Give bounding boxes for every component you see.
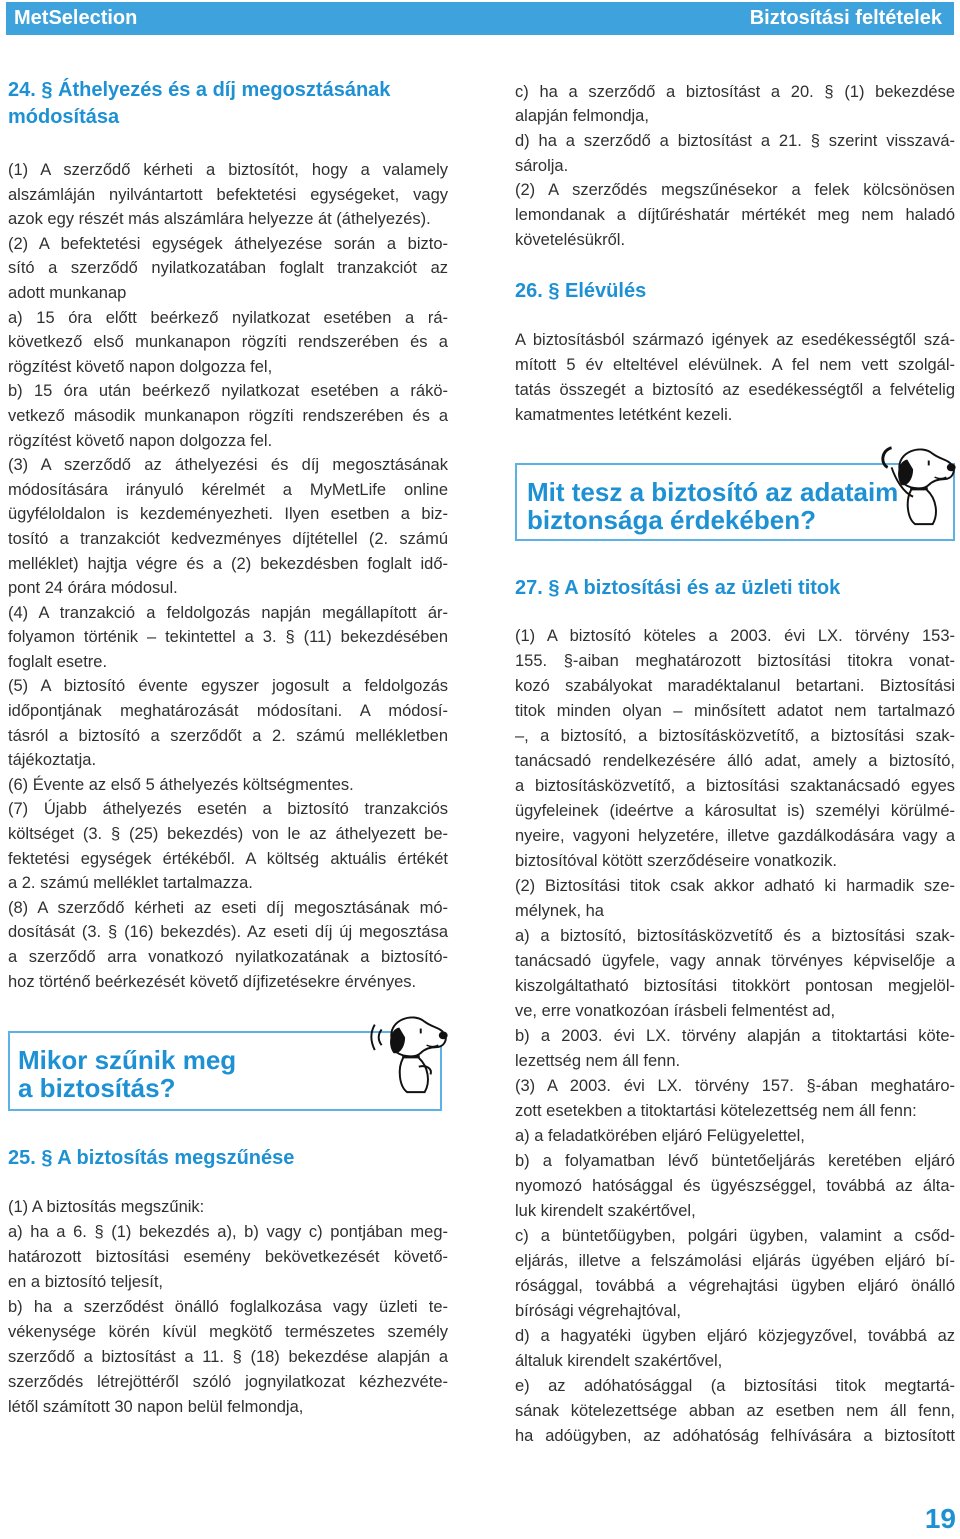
text-line: fektetési egységek értékéből. A költség aktuális értékét	[8, 849, 448, 868]
paragraph	[8, 896, 448, 994]
callout-line: Mikor szűnik meg	[18, 1045, 237, 1075]
text-line: b) a folyamatban lévő büntetőeljárás keretében eljáró	[515, 1151, 955, 1170]
text-line: 155. §-aiban meghatározott biztosítási titokra vonat-	[515, 651, 955, 670]
text-line: e) az adóhatósággal (a biztosítási titok megtartá-	[515, 1376, 955, 1395]
text-line: melléklet) hajtja végre és a (2) bekezdésben foglalt idő-	[8, 554, 448, 573]
page-number: 19	[924, 1503, 956, 1534]
paragraph	[515, 178, 955, 252]
paragraph	[515, 1324, 955, 1374]
section-24-body	[8, 158, 448, 994]
paragraph	[515, 1149, 955, 1224]
text-line: (1) A szerződő kérheti a biztosítót, hogy a valamely	[8, 161, 448, 179]
heading-line: 26. § Elévülés	[515, 280, 647, 302]
section-25-continued-body	[515, 80, 955, 253]
text-line: d) ha a szerződő a biztosítást a 21. § szerint visszavá-	[515, 132, 955, 150]
text-line: kamatmentes letétként kezeli.	[515, 405, 733, 424]
paragraph	[8, 674, 448, 772]
text-line: kozó szabályokat maradéktalanul betartani. Biztosítási	[515, 676, 955, 695]
text-line: hoz történő beérkezését követő díjfizetésekre érvényes.	[8, 972, 417, 991]
paragraph	[515, 1374, 955, 1449]
text-line: a) ha a 6. § (1) bekezdés a), b) vagy c) pontjában meg-	[8, 1222, 448, 1241]
paragraph	[8, 306, 448, 380]
text-line: (3) A szerződő az áthelyezési és díj megosztásának	[8, 456, 448, 475]
text-line: a 2. számú melléklet tartalmazza.	[8, 874, 253, 893]
text-line: tatás összegét a biztosító az esedékességtől a felvételig	[515, 380, 955, 399]
text-line: titok minden olyan – minősített adatot nem tartalmazó	[515, 701, 955, 720]
text-line: rögzítést követő napon dolgozza fel.	[8, 431, 273, 450]
text-line: a szerződő arra vonatkozó nyilatkozatának a biztosító-	[8, 948, 448, 966]
text-line: szerződő a biztosítást a 11. § (18) bekezdése alapján a	[8, 1347, 448, 1366]
paragraph	[515, 1074, 955, 1124]
paragraph	[515, 1224, 955, 1324]
text-line: határozott biztosítási esemény bekövetkezését követő-	[8, 1247, 448, 1266]
text-line: (2) A szerződés megszűnésekor a felek kölcsönösen	[515, 181, 955, 200]
text-line: a biztosításközvetítő, a biztosítási szaktanácsadó egyes	[515, 776, 955, 795]
paragraph	[515, 328, 955, 428]
text-line: dosítását (3. § (16) bekezdés). Az eseti díj új megosztása	[8, 923, 448, 942]
document-title: Biztosítási feltételek	[749, 7, 942, 29]
snoopy-icon	[876, 440, 958, 528]
text-line: b) a 2003. évi LX. törvény alapján a titoktartási köte-	[515, 1026, 955, 1045]
text-line: luk kirendelt szakértővel,	[515, 1201, 696, 1220]
section-26-body	[515, 328, 955, 428]
text-line: alapján felmondja,	[515, 107, 649, 126]
text-line: tanácsadó ügyfele, vagy annak törvényes képviselője a	[515, 951, 955, 970]
text-line: a) a feladatkörében eljáró Felügyelettel,	[515, 1126, 805, 1145]
text-line: rósággal, továbbá a végrehajtási ügyben eljáró önálló	[515, 1276, 955, 1295]
text-line: alszámláján nyilvántartott befektetési egységeket, vagy	[8, 185, 448, 204]
section-24-heading	[8, 77, 448, 131]
callout-line: a biztosítás?	[18, 1073, 176, 1103]
paragraph	[515, 874, 955, 924]
text-line: ha adóügyben, az adóhatóság felhívására a biztosított	[515, 1426, 955, 1445]
text-line: nyomozó hatósággal és ügyészséggel, továbbá az álta-	[515, 1176, 955, 1195]
text-line: szerződés létrejöttéről szóló jognyilatkozat kézhezvéte-	[8, 1372, 448, 1391]
text-line: általuk kirendelt szakértővel,	[515, 1351, 723, 1370]
text-line: azok egy részét más alszámlára helyezze át (áthelyezés).	[8, 210, 431, 229]
text-line: foglalt esetre.	[8, 652, 108, 671]
text-line: időpontjának meghatározását módosítani. A módosí-	[8, 702, 448, 721]
paragraph	[8, 158, 448, 232]
text-line: (8) A szerződő kérheti az eseti díj megosztásának mó-	[8, 898, 448, 917]
text-line: a) 15 óra előtt beérkező nyilatkozat esetében a rá-	[8, 308, 448, 327]
text-line: (1) A biztosító köteles a 2003. évi LX. törvény 153-	[515, 626, 955, 645]
text-line: nyeire, vagyoni helyzetére, illetve gazdálkodására vagy a	[515, 826, 955, 845]
text-line: –, a biztosító, a biztosításközvetítő, a biztosítási szak-	[515, 726, 955, 745]
paragraph	[515, 624, 955, 874]
text-line: követelésükről.	[515, 230, 626, 249]
text-line: (4) A tranzakció a feldolgozás napján megállapított ár-	[8, 603, 448, 622]
text-line: c) a büntetőügyben, polgári ügyben, valamint a csőd-	[515, 1226, 955, 1245]
text-line: b) ha a szerződést önálló foglalkozása vagy üzleti te-	[8, 1297, 448, 1316]
text-line: sító a szerződő nyilatkozatában foglalt tranzakciót az	[8, 259, 448, 278]
text-line: mított 5 év elteltével elévülnek. A fel nem vett szolgál-	[515, 355, 955, 374]
paragraph	[8, 379, 448, 453]
text-line: d) a hagyatéki ügyben eljáró közjegyzővel, továbbá az	[515, 1326, 955, 1345]
paragraph	[515, 129, 955, 178]
text-line: en a biztosító teljesít,	[8, 1272, 164, 1291]
section-25-heading	[8, 1145, 448, 1171]
paragraph	[515, 1124, 955, 1149]
paragraph	[8, 232, 448, 306]
callout-line: biztonsága érdekében?	[527, 505, 816, 535]
text-line: lemondanak a díjtűréshatár mértékét meg nem haladó	[515, 206, 955, 225]
heading-line: 27. § A biztosítási és az üzleti titok	[515, 577, 841, 599]
paragraph	[8, 797, 448, 895]
paragraph	[8, 1295, 448, 1420]
text-line: költséget (3. § (25) bekezdés) von le az áthelyezett be-	[8, 825, 448, 844]
text-line: vetkező második munkanapon rögzíti rendszerében és a	[8, 406, 448, 425]
heading-line: 25. § A biztosítás megszűnése	[8, 1147, 295, 1169]
text-line: folyamon történik – tekintettel a 3. § (11) bekezdésében	[8, 628, 448, 647]
text-line: a) a biztosító, biztosításközvetítő és a biztosítási szak-	[515, 926, 955, 945]
text-line: következő első munkanapon rögzíti rendszerében és a	[8, 333, 448, 352]
text-line: módosítására irányuló kérelmét a MyMetLife online	[8, 480, 448, 499]
paragraph	[8, 1195, 448, 1220]
text-line: biztosítóval kötött szerződéseire vonatkozik.	[515, 851, 837, 870]
text-line: (2) A befektetési egységek áthelyezése során a bizto-	[8, 234, 448, 253]
snoopy-icon	[366, 1008, 452, 1096]
brand-name: MetSelection	[14, 7, 138, 29]
text-line: (3) A 2003. évi LX. törvény 157. §-ában meghatáro-	[515, 1076, 955, 1095]
text-line: tájékoztatja.	[8, 751, 97, 770]
text-line: (2) Biztosítási titok csak akkor adható ki harmadik sze-	[515, 876, 955, 895]
header-bar	[6, 2, 954, 35]
text-line: mélynek, ha	[515, 901, 604, 920]
text-line: vékenysége körén kívül megkötő természetes személy	[8, 1322, 448, 1341]
text-line: tosító a tranzakciót kedvezményes díjtétellel (2. számú	[8, 529, 448, 548]
text-line: bírósági végrehajtóval,	[515, 1301, 682, 1320]
text-line: ügyfeleinek (ideértve a károsultat is) személyi körülmé-	[515, 801, 955, 820]
heading-line: 24. § Áthelyezés és a díj megosztásának	[8, 79, 391, 101]
text-line: zott esetekben a titoktartási kötelezettség nem áll fenn:	[515, 1101, 917, 1120]
text-line: lezettség nem áll fenn.	[515, 1051, 681, 1070]
paragraph	[515, 80, 955, 129]
text-line: eljárás, illetve a felszámolási eljárás ügyében eljáró bí-	[515, 1251, 955, 1270]
text-line: A biztosításból származó igények az esedékességtől szá-	[515, 330, 955, 349]
paragraph	[515, 924, 955, 1024]
paragraph	[515, 1024, 955, 1074]
text-line: b) 15 óra után beérkező nyilatkozat esetében a rákö-	[8, 382, 448, 401]
text-line: c) ha a szerződő a biztosítást a 20. § (1) bekezdése	[515, 82, 955, 101]
paragraph	[8, 453, 448, 601]
section-27-body	[515, 624, 955, 1449]
paragraph	[8, 1220, 448, 1295]
section-26-heading	[515, 278, 955, 304]
section-25-body	[8, 1195, 448, 1420]
callout-line: Mit tesz a biztosító az adataim	[527, 477, 899, 507]
text-line: sának kötelezettsége abban az esetben nem áll fenn,	[515, 1401, 955, 1420]
section-27-heading	[515, 575, 955, 601]
text-line: (7) Újabb áthelyezés esetén a biztosító tranzakciós	[8, 800, 448, 819]
paragraph	[8, 773, 448, 798]
text-line: kiszolgáltatható biztosítási titokkört pontosan megjelöl-	[515, 976, 955, 995]
text-line: tásról a biztosító a szerződőt a 2. számú mellékletben	[8, 726, 448, 745]
text-line: rögzítést követő napon dolgozza fel,	[8, 357, 273, 376]
text-line: pont 24 órára módosul.	[8, 579, 178, 598]
text-line: ve, erre vonatkozóan írásbeli felmentést ad,	[515, 1001, 836, 1020]
heading-line: módosítása	[8, 106, 120, 128]
text-line: (5) A biztosító évente egyszer jogosult a feldolgozás	[8, 677, 448, 696]
text-line: (6) Évente az első 5 áthelyezés költségmentes.	[8, 775, 354, 794]
paragraph	[8, 601, 448, 675]
text-line: (1) A biztosítás megszűnik:	[8, 1197, 205, 1216]
text-line: adott munkanap	[8, 283, 127, 302]
text-line: sárolja.	[515, 156, 569, 175]
text-line: létől számított 30 napon belül felmondja,	[8, 1397, 304, 1416]
text-line: tanácsadó rendelkezésére álló adat, amely a biztosító,	[515, 751, 955, 770]
text-line: ügyféloldalon is kezdeményezheti. Ilyen esetben a biz-	[8, 505, 448, 524]
